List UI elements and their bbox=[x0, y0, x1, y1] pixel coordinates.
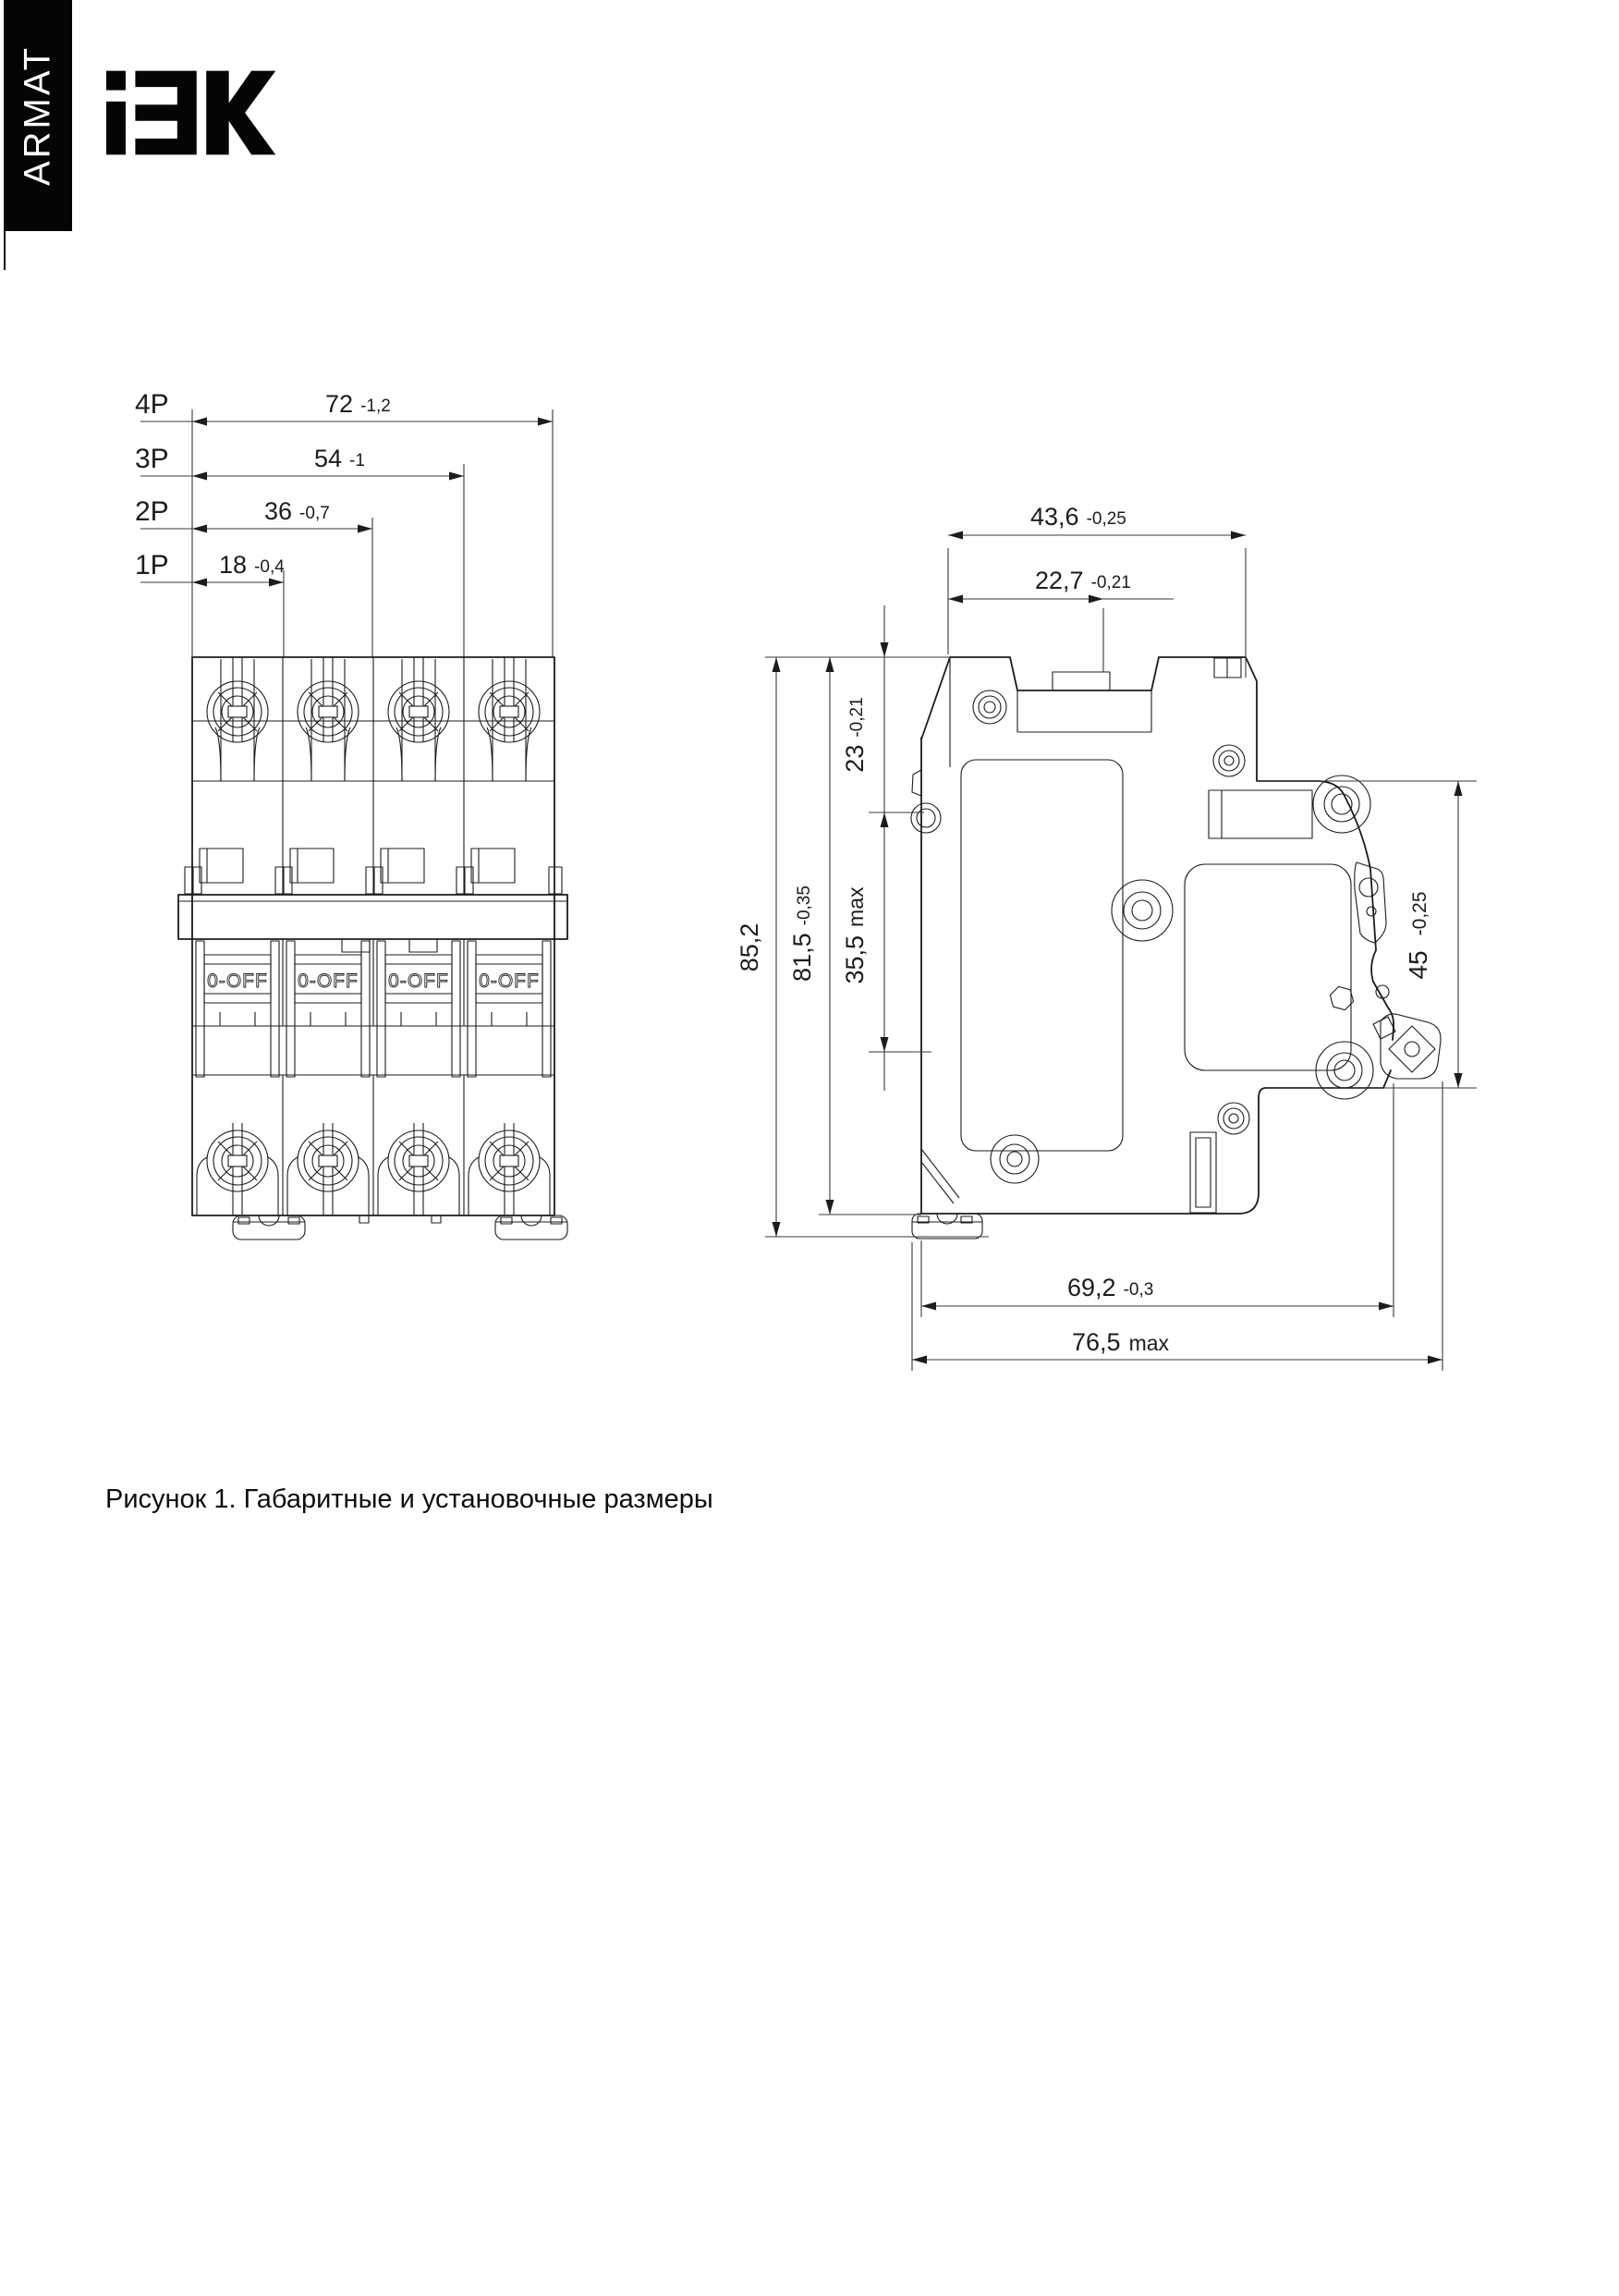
rivet-icon bbox=[1112, 880, 1173, 941]
pole-label-1p: 1P bbox=[135, 550, 169, 580]
handle-label: 0-OFF bbox=[207, 971, 268, 992]
side-view bbox=[736, 503, 1477, 1371]
pole-label-3p: 3P bbox=[135, 444, 169, 474]
side-dim-left bbox=[736, 605, 989, 1237]
rivet-icon bbox=[911, 803, 941, 833]
side-dim-bottom bbox=[912, 1081, 1442, 1371]
terminal-screw-bottom-icon bbox=[287, 1123, 369, 1215]
pole-label-4p: 4P bbox=[135, 389, 169, 420]
breaker-front-body bbox=[178, 657, 567, 1215]
rivet-icon bbox=[1213, 745, 1245, 776]
rivet-icon bbox=[1313, 776, 1370, 833]
din-feet bbox=[233, 1215, 567, 1240]
handle-label: 0-OFF bbox=[479, 971, 540, 992]
pole-dividers bbox=[283, 657, 464, 1215]
dim-depth-top: 43,6 -0,25 bbox=[1030, 503, 1126, 531]
dim-width-1p: 18 -0,4 bbox=[219, 551, 285, 579]
dim-offset-top: 23-0,21 bbox=[841, 697, 869, 773]
handle-label: 0-OFF bbox=[388, 971, 449, 992]
pole-unit bbox=[275, 657, 370, 1215]
pole-unit bbox=[456, 657, 562, 1215]
dim-depth-top-inner: 22,7 -0,21 bbox=[1035, 567, 1131, 594]
side-dim-top bbox=[948, 503, 1246, 678]
seal-clip bbox=[1373, 1014, 1441, 1079]
dim-height-body: 81,5-0,35 bbox=[788, 885, 816, 982]
rivet-icon bbox=[991, 1135, 1039, 1183]
dim-width-2p: 36 -0,7 bbox=[264, 497, 330, 525]
handle-label: 0-OFF bbox=[298, 971, 359, 992]
hex-nut-icon bbox=[1330, 986, 1353, 1009]
din-latch bbox=[912, 770, 982, 1239]
pole-unit bbox=[366, 657, 460, 1215]
terminal-screw-bottom-icon bbox=[378, 1123, 459, 1215]
dim-din-zone: 35,5max bbox=[841, 886, 869, 984]
front-dim-lines bbox=[135, 389, 553, 657]
dim-depth-body: 69,2 -0,3 bbox=[1067, 1274, 1154, 1301]
dim-depth-max: 76,5 max bbox=[1072, 1328, 1170, 1356]
dim-width-3p: 54 -1 bbox=[314, 445, 365, 472]
front-view bbox=[135, 389, 567, 1240]
dim-height-total: 85,2 bbox=[736, 922, 763, 972]
figure-caption: Рисунок 1. Габаритные и установочные размеры bbox=[105, 1484, 713, 1514]
rivet-icon bbox=[1218, 1103, 1249, 1134]
terminal-screw-bottom-icon bbox=[197, 1123, 278, 1215]
pole-unit bbox=[185, 657, 279, 1215]
rivet-icon bbox=[973, 690, 1006, 724]
side-dim-right bbox=[1257, 781, 1477, 1088]
terminal-screw-bottom-icon bbox=[469, 1123, 550, 1215]
pole-label-2p: 2P bbox=[135, 496, 169, 527]
armat-banner-label: ARMAT bbox=[17, 44, 58, 187]
breaker-side-body bbox=[911, 657, 1441, 1239]
dim-width-4p: 72 -1,2 bbox=[325, 390, 391, 418]
dim-front-section: 45-0,25 bbox=[1404, 891, 1432, 980]
